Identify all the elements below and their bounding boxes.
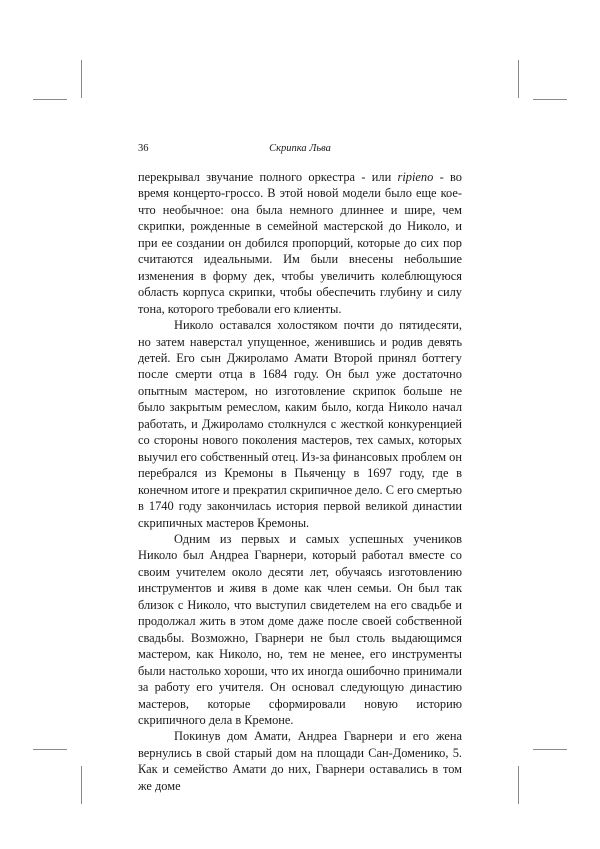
paragraph-1-start: перекрывал звучание полного оркестра - или: [138, 170, 398, 184]
crop-mark-bottom-left-vertical: [81, 766, 82, 804]
paragraph-3: Одним из первых и самых успешных учеников Николо был Андреа Гварнери, который работал вместе со своим учителем около десяти лет, обучаясь изготовлению инструментов и живя в доме как член семьи. Он был так близок с Николо, что выступил свидетелем на его свадьбе и продолжал жить в этом доме даже после своей собственной свадьбы. Возможно, Гварнери не был столь выдающимся мастером, как Николо, но, тем не менее, его инструменты были настолько хороши, что их иногда ошибочно принимали за работу его учителя. Он основал следующую династию мастеров, которые сформировали новую историю скрипичного дела в Кремоне.: [138, 531, 462, 727]
running-title: Скрипка Льва: [269, 143, 331, 154]
crop-mark-top-right-vertical: [518, 60, 519, 98]
italic-term-ripieno: ripieno: [397, 170, 434, 184]
crop-mark-top-right-horizontal: [533, 99, 567, 100]
crop-mark-top-left-vertical: [81, 60, 82, 98]
crop-mark-bottom-left-horizontal: [33, 749, 67, 750]
paragraph-2: Николо оставался холостяком почти до пятидесяти, но затем наверстал упущенное, женившись и родив девять детей. Его сын Джироламо Амати Второй принял боттегу после смерти отца в 1684 году. Он был уже достаточно опытным мастером, но изготовление скрипок больше не было закрытым ремеслом, каким было, когда Николо начал работать, и Джироламо столкнулся с жесткой конкуренцией со стороны нового поколения мастеров, тех самых, которых выучил его собственный отец. Из-за финансовых проблем он перебрался из Кремоны в Пьяченцу в 1697 году, где в конечном итоге и прекратил скрипичное дело. С его смертью в 1740 году закончилась история первой великой династии скрипичных мастеров Кремоны.: [138, 318, 462, 530]
paragraph-4: Покинув дом Амати, Андреа Гварнери и его жена вернулись в свой старый дом на площади Сан-Доменико, 5. Как и семейство Амати до них, Гварнери оставались в том же доме: [138, 729, 462, 793]
body-text: [138, 169, 462, 794]
page-number: 36: [138, 143, 149, 154]
crop-mark-bottom-right-horizontal: [533, 749, 567, 750]
paragraph-1: [138, 169, 462, 317]
paragraph-1-rest: - во время концерто-гроссо. В этой новой модели было еще кое-что необычное: она была немного длиннее и шире, чем скрипки, рожденные в семейной мастерской до Николо, и при ее создании он добился пропорций, которые до сих пор считаются идеальными. Им были внесены небольшие изменения в форму дек, чтобы увеличить колеблющуюся область корпуса скрипки, чтобы обеспечить глубину и силу тона, которого требовали его клиенты.: [138, 170, 462, 316]
running-head: [138, 143, 462, 159]
crop-mark-top-left-horizontal: [33, 99, 67, 100]
crop-mark-bottom-right-vertical: [518, 766, 519, 804]
